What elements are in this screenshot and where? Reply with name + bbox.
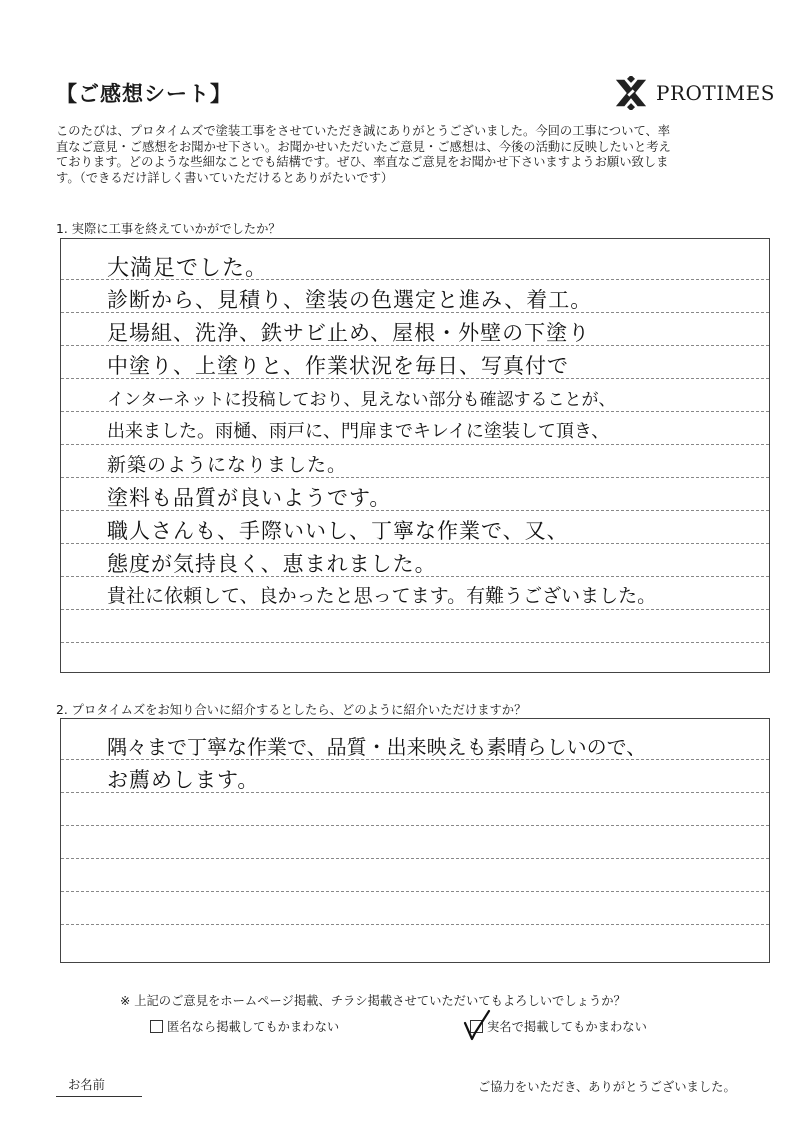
intro-text xyxy=(56,124,768,186)
intro-line: このたびは、プロタイムズで塗装工事をさせていただき誠にありがとうございました。今回の工事について、率 xyxy=(56,124,671,138)
handwritten-answer-line: 大満足でした。 xyxy=(107,256,269,281)
option-anonymous-label: 匿名なら掲載してもかまわない xyxy=(167,1020,340,1034)
handwritten-answer-line: 職人さんも、手際いいし、丁寧な作業で、又、 xyxy=(107,519,569,543)
handwritten-answer-line: 中塗り、上塗りと、作業状況を毎日、写真付で xyxy=(107,354,569,378)
intro-line: す。（できるだけ詳しく書いていただけるとありがたいです） xyxy=(56,170,394,185)
question-1: 1. 実際に工事を終えていかがでしたか？ xyxy=(56,222,281,236)
thanks-text: ご協力をいただき、ありがとうございました。 xyxy=(478,1080,736,1094)
intro-line: 直なご意見・ご感想をお聞かせ下さい。お聞かせいただいたご意見・ご感想は、今後の活動に反映したいと考え xyxy=(56,139,671,154)
sheet-title: 【ご感想シート】 xyxy=(56,82,232,106)
handwritten-answer-line: 態度が気持良く、恵まれました。 xyxy=(107,552,437,576)
checkbox-anonymous[interactable] xyxy=(150,1020,163,1033)
handwritten-answer-line: 貴社に依頼して、良かったと思ってます。有難うございました。 xyxy=(107,585,657,607)
answer-box-1 xyxy=(60,238,770,673)
ruled-line xyxy=(61,858,769,859)
ruled-line xyxy=(61,891,769,892)
ruled-line xyxy=(61,642,769,643)
ruled-line xyxy=(61,609,769,610)
handwritten-answer-line: 出来ました。雨樋、雨戸に、門扉までキレイに塗装して頂き、 xyxy=(107,421,610,442)
protimes-logo xyxy=(612,76,775,110)
name-label: お名前 xyxy=(68,1078,105,1092)
option-anonymous[interactable] xyxy=(150,1017,339,1035)
handwritten-answer-line: お薦めします。 xyxy=(107,768,260,792)
handwritten-answer-line: インターネットに投稿しており、見えない部分も確認することが、 xyxy=(107,390,616,410)
handwritten-answer-line: 新築のようになりました。 xyxy=(107,454,348,476)
name-underline xyxy=(56,1096,142,1097)
handwritten-answer-line: 塗料も品質が良いようです。 xyxy=(107,486,392,510)
handwritten-answer-line: 診断から、見積り、塗装の色選定と進み、着工。 xyxy=(107,288,593,312)
ruled-line xyxy=(61,924,769,925)
ruled-line xyxy=(61,411,769,412)
handwritten-checkmark-icon xyxy=(463,1009,491,1041)
ruled-line xyxy=(61,444,769,445)
logo-text: PROTIMES xyxy=(656,81,775,105)
answer-box-2 xyxy=(60,718,770,963)
option-realname-label: 実名で掲載してもかまわない xyxy=(487,1020,647,1034)
ruled-line xyxy=(61,477,769,478)
handwritten-answer-line: 足場組、洗浄、鉄サビ止め、屋根・外壁の下塗り xyxy=(107,321,591,345)
protimes-logo-icon xyxy=(612,76,650,110)
question-2: 2. プロタイムズをお知り合いに紹介するとしたら、どのように紹介いただけますか？ xyxy=(56,703,527,717)
ruled-line xyxy=(61,825,769,826)
handwritten-answer-line: 隅々まで丁寧な作業で、品質・出来映えも素晴らしいので、 xyxy=(107,735,647,759)
intro-line: ております。どのような些細なことでも結構です。ぜひ、率直なご意見をお聞かせ下さいますようお願い致しま xyxy=(56,155,669,170)
option-realname[interactable] xyxy=(470,1017,647,1035)
consent-note: ※ 上記のご意見をホームページ掲載、チラシ掲載させていただいてもよろしいでしょうか？ xyxy=(120,994,626,1008)
